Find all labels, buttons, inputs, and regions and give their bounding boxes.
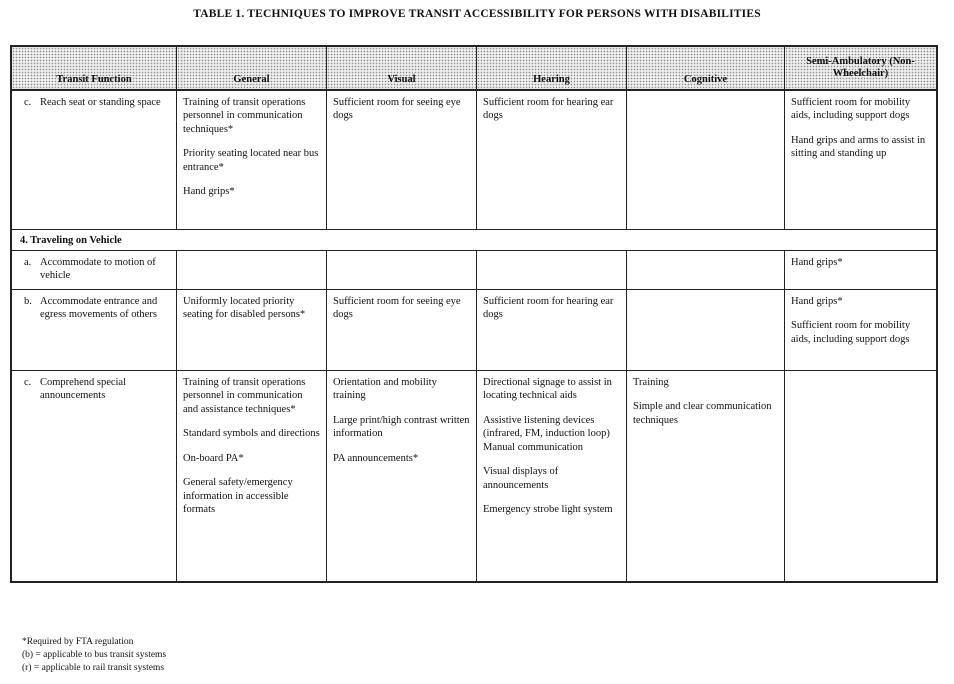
function-cell xyxy=(12,251,177,289)
section-traveling-on-vehicle: 4. Traveling on Vehicle xyxy=(12,230,936,251)
footnote: (b) = applicable to bus transit systems xyxy=(22,649,167,660)
header-semi-ambulatory: Semi-Ambulatory (Non-Wheelchair) xyxy=(785,47,936,89)
technique-text: On-board PA* xyxy=(183,452,244,464)
hearing-cell xyxy=(477,371,627,581)
table-header-row xyxy=(12,47,936,91)
header-hearing: Hearing xyxy=(477,47,627,89)
semi-ambulatory-cell xyxy=(785,251,936,289)
function-label: Accommodate entrance and egress movements of others xyxy=(40,296,158,321)
technique-text: General safety/emergency information in accessible formats xyxy=(183,477,293,516)
technique-text: Sufficient room for seeing eye dogs xyxy=(333,296,461,321)
technique-text: Directional signage to assist in locating technical aids xyxy=(483,377,612,402)
row-letter: a. xyxy=(24,257,32,268)
header-transit-function: Transit Function xyxy=(12,47,177,89)
header-general: General xyxy=(177,47,327,89)
hearing-cell xyxy=(477,251,627,289)
technique-text: Hand grips* xyxy=(791,257,843,268)
cognitive-cell xyxy=(627,290,785,370)
table-row xyxy=(12,91,936,230)
visual-cell xyxy=(327,371,477,581)
table-title: TABLE 1. TECHNIQUES TO IMPROVE TRANSIT ACCESSIBILITY FOR PERSONS WITH DISABILITIES xyxy=(193,8,761,20)
hearing-cell xyxy=(477,91,627,229)
technique-text: Hand grips* xyxy=(183,186,235,198)
function-label: Accommodate to motion of vehicle xyxy=(40,257,156,282)
header-cognitive: Cognitive xyxy=(627,47,785,89)
visual-cell xyxy=(327,251,477,289)
general-cell xyxy=(177,91,327,229)
technique-text: Emergency strobe light system xyxy=(483,504,613,516)
technique-text: PA announcements* xyxy=(333,452,419,464)
semi-ambulatory-cell xyxy=(785,91,936,229)
cognitive-cell xyxy=(627,251,785,289)
technique-text: Orientation and mobility training xyxy=(333,377,437,402)
technique-text: Hand grips and arms to assist in sitting and standing up xyxy=(791,134,926,160)
technique-text: Sufficient room for seeing eye dogs xyxy=(333,97,461,122)
technique-text: Training of transit operations personnel in communication techniques* xyxy=(183,97,306,135)
row-letter: c. xyxy=(24,97,32,108)
technique-text: Uniformly located priority seating for disabled persons* xyxy=(183,296,306,321)
function-cell xyxy=(12,91,177,229)
table-row xyxy=(12,251,936,290)
semi-ambulatory-cell xyxy=(785,290,936,370)
accessibility-table xyxy=(10,45,938,583)
technique-text: Sufficient room for mobility aids, including support dogs xyxy=(791,97,911,122)
visual-cell xyxy=(327,91,477,229)
semi-ambulatory-cell xyxy=(785,371,936,581)
row-letter: b. xyxy=(24,296,32,307)
general-cell xyxy=(177,371,327,581)
technique-text: Sufficient room for hearing ear dogs xyxy=(483,97,614,122)
footnote: (r) = applicable to rail transit systems xyxy=(22,662,165,673)
footnote: *Required by FTA regulation xyxy=(22,637,134,647)
technique-text: Manual communication xyxy=(483,441,584,453)
table-row xyxy=(12,371,936,581)
technique-text: Simple and clear communication techniques xyxy=(633,401,772,426)
row-letter: c. xyxy=(24,377,32,388)
technique-text: Priority seating located near bus entrance* xyxy=(183,148,319,173)
technique-text: Sufficient room for mobility aids, including support dogs xyxy=(791,320,911,345)
technique-text: Large print/high contrast written information xyxy=(333,414,470,440)
technique-text: Visual displays of announcements xyxy=(483,466,559,491)
technique-text: Standard symbols and directions xyxy=(183,428,320,440)
function-label: Comprehend special announcements xyxy=(40,377,127,402)
technique-text: Training of transit operations personnel in communication and assistance techniques* xyxy=(183,377,306,415)
cognitive-cell xyxy=(627,91,785,229)
technique-text: Hand grips* xyxy=(791,296,843,307)
function-label: Reach seat or standing space xyxy=(40,97,161,108)
function-cell xyxy=(12,371,177,581)
technique-text: Assistive listening devices (infrared, FM, induction loop) xyxy=(483,414,610,440)
function-cell xyxy=(12,290,177,370)
cognitive-cell xyxy=(627,371,785,581)
general-cell xyxy=(177,251,327,289)
general-cell xyxy=(177,290,327,370)
footnotes xyxy=(22,636,166,674)
visual-cell xyxy=(327,290,477,370)
technique-text: Sufficient room for hearing ear dogs xyxy=(483,296,614,321)
header-visual: Visual xyxy=(327,47,477,89)
table-row xyxy=(12,290,936,371)
hearing-cell xyxy=(477,290,627,370)
technique-text: Training xyxy=(633,377,669,388)
